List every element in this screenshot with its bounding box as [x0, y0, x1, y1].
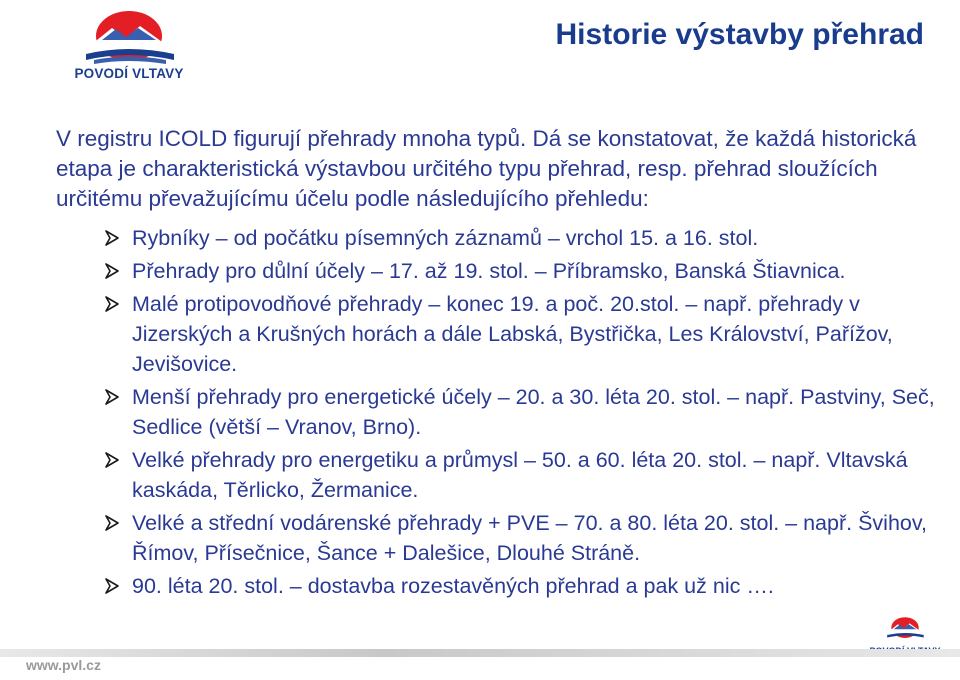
footer-url: www.pvl.cz [26, 657, 101, 673]
list-item-text: Velké přehrady pro energetiku a průmysl – 50. a 60. léta 20. stol. – např. Vltavská kaskáda, Těrlicko, Žermanice. [132, 448, 908, 502]
list-item [104, 571, 944, 601]
povodi-vltavy-logo [54, 8, 204, 86]
footer-logo-emblem-icon [883, 612, 927, 644]
list-item-text: Menší přehrady pro energetické účely – 20. a 30. léta 20. stol. – např. Pastviny, Seč, Sedlice (větší – Vranov, Brno). [132, 385, 935, 439]
logo-text: POVODÍ VLTAVY [74, 66, 184, 81]
list-item [104, 223, 944, 253]
footer-divider [0, 649, 960, 657]
intro-paragraph: V registru ICOLD figurují přehrady mnoha typů. Dá se konstatovat, že každá historická etapa je charakteristická výstavbou určitého typu přehrad, resp. přehrad sloužících určitému převažujícímu účelu podle následujícího přehledu: [56, 126, 917, 211]
list-item [104, 382, 944, 442]
logo-emblem-icon [76, 8, 182, 66]
arrow-bullet-icon [104, 289, 120, 312]
list-item-text: Přehrady pro důlní účely – 17. až 19. stol. – Příbramsko, Banská Štiavnica. [132, 259, 846, 283]
arrow-bullet-icon [104, 382, 120, 405]
arrow-bullet-icon [104, 508, 120, 531]
list-item-text: Malé protipovodňové přehrady – konec 19. a poč. 20.stol. – např. přehrady v Jizerských a Krušných horách a dále Labská, Bystřička, Les Království, Pařížov, Jevišovice. [132, 292, 893, 376]
list-item [104, 508, 944, 568]
arrow-bullet-icon [104, 256, 120, 279]
page-title: Historie výstavby přehrad [555, 18, 924, 51]
arrow-bullet-icon [104, 445, 120, 468]
list-item-text: 90. léta 20. stol. – dostavba rozestavěných přehrad a pak už nic …. [132, 574, 774, 598]
list-item-text: Velké a střední vodárenské přehrady + PVE – 70. a 80. léta 20. stol. – např. Švihov, Římov, Přísečnice, Šance + Dalešice, Dlouhé Stráně. [132, 511, 927, 565]
list-item-text: Rybníky – od počátku písemných záznamů – vrchol 15. a 16. stol. [132, 226, 759, 250]
list-item [104, 289, 944, 379]
list-item [104, 445, 944, 505]
arrow-bullet-icon [104, 223, 120, 246]
list-item [104, 256, 944, 286]
dam-history-list [104, 223, 944, 601]
arrow-bullet-icon [104, 571, 120, 594]
